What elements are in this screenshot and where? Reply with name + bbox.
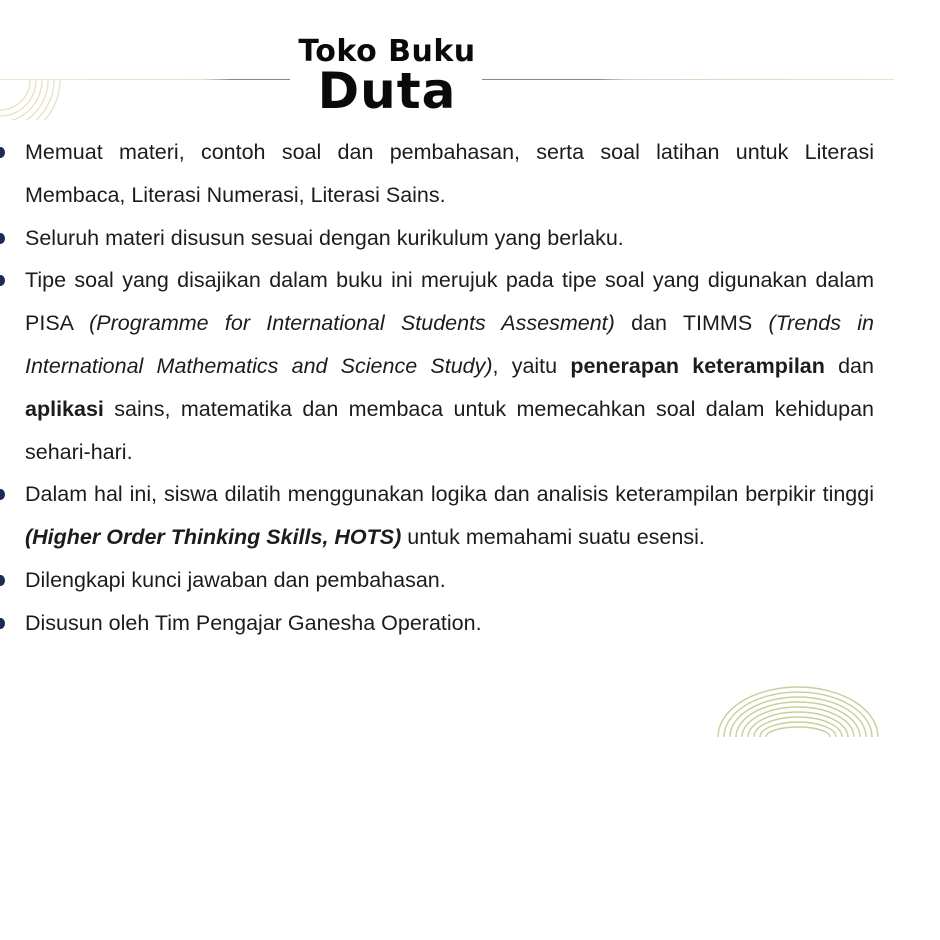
feature-item [0,473,874,559]
emphasis-penerapan: penerapan keterampilan [570,353,825,378]
bullet-icon [0,233,5,244]
feature-item [0,131,874,217]
bullet-icon [0,618,5,629]
page-header [0,0,940,130]
logo-line-1: Toko Buku [298,34,476,69]
pisa-expansion: (Programme for International Students Assesment) [89,311,615,336]
feature-item [0,559,874,602]
header-rule-right [482,79,894,80]
feature-text: untuk memahami suatu esensi. [401,525,705,550]
store-logo [292,34,482,120]
feature-text: Tipe soal yang disajikan dalam buku ini merujuk pada tipe soal yang digunakan dalam PISA [25,268,874,336]
feature-text: Dalam hal ini, siswa dilatih menggunakan logika dan analisis keterampilan berpikir tinggi [25,482,874,507]
feature-item [0,217,874,260]
logo-line-2: Duta [317,62,457,120]
feature-list [0,131,874,645]
feature-text: dan TIMMS [614,311,769,336]
decorative-arcs-bottom-right [716,686,880,738]
feature-text: dan [824,353,874,378]
bullet-icon [0,575,5,586]
feature-item [0,602,874,645]
decorative-arcs-top-left [0,80,62,120]
timms-expansion: (Trends in International Mathematics and Science Study) [25,311,875,378]
feature-item [0,259,874,473]
bullet-icon [0,147,5,158]
feature-text: , yaitu [492,353,571,378]
feature-text: Seluruh materi disusun sesuai dengan kurikulum yang berlaku. [25,225,624,250]
feature-text: sains, matematika dan membaca untuk memecahkan soal dalam kehidupan sehari-hari. [25,396,874,464]
emphasis-aplikasi: aplikasi [25,396,104,421]
hots-emphasis: (Higher Order Thinking Skills, HOTS) [25,525,402,550]
feature-text: Dilengkapi kunci jawaban dan pembahasan. [25,567,446,592]
bullet-icon [0,489,5,500]
feature-text: Disusun oleh Tim Pengajar Ganesha Operation. [25,610,482,635]
bullet-icon [0,275,5,286]
feature-text: Memuat materi, contoh soal dan pembahasan, serta soal latihan untuk Literasi Membaca, Literasi Numerasi, Literasi Sains. [25,140,874,207]
